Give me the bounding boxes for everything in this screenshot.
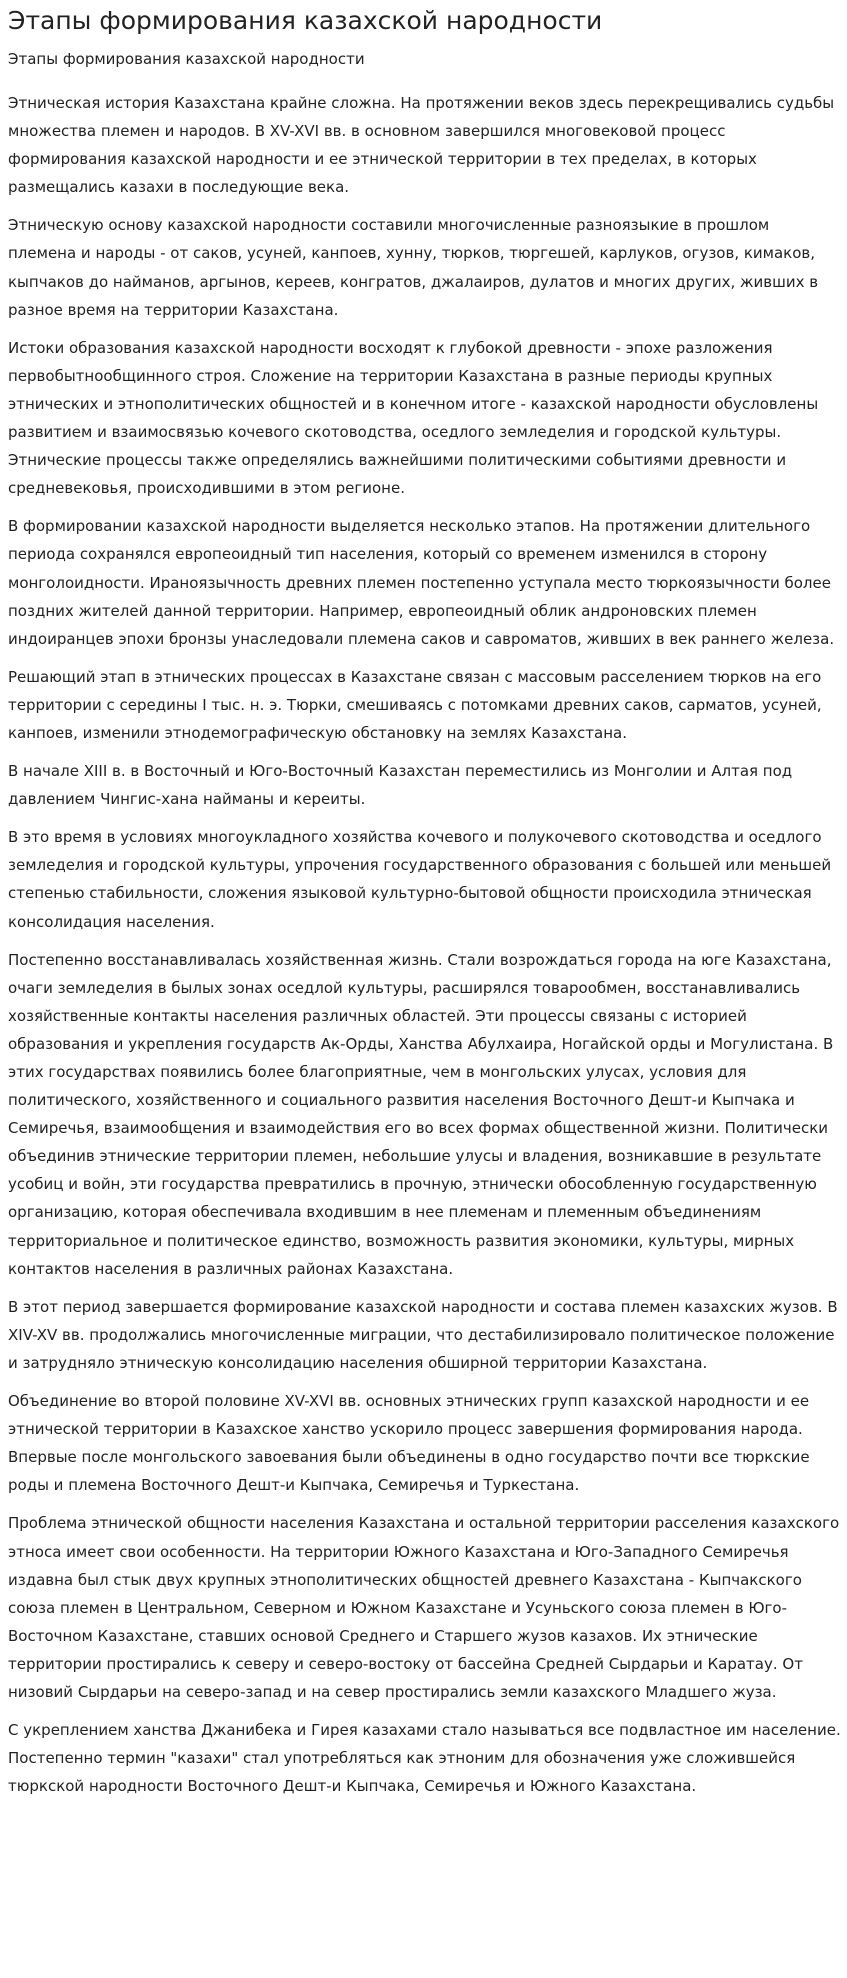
paragraph: С укреплением ханства Джанибека и Гирея казахами стало называться все подвластное им население. Постепенно термин "казахи" стал употребляться как этноним для обозначения уже сложившейся тюркской народности Восточного Дешт-и Кыпчака, Семиречья и Южного Казахстана. (8, 1721, 841, 1796)
paragraph: В этот период завершается формирование казахской народности и состава племен казахских жузов. В XIV-XV вв. продолжались многочисленные миграции, что дестабилизировало политическое положение и затрудняло этническую консолидацию населения обширной территории Казахстана. (8, 1297, 838, 1372)
paragraph: В это время в условиях многоукладного хозяйства кочевого и полукочевого скотоводства и оседлого земледелия и городской культуры, упрочения государственного образования с большей или меньшей степенью стабильности, сложения языковой культурно-бытовой общности происходила этническая консолидация населения. (8, 828, 832, 931)
article-subtitle: Этапы формирования казахской народности (8, 50, 365, 68)
paragraph: Этническую основу казахской народности составили многочисленные разноязыкие в прошлом племена и народы - от саков, усуней, канпоев, хунну, тюрков, тюргешей, карлуков, огузов, кимаков, кыпчаков до найманов, аргынов, кереев, конгратов, джалаиров, дулатов и многих других, живших в разное время на территории Казахстана. (8, 216, 819, 319)
page-title: Этапы формирования казахской народности (8, 6, 603, 35)
paragraph: Проблема этнической общности населения Казахстана и остальной территории расселения казахского этноса имеет свои особенности. На территории Южного Казахстана и Юго-Западного Семиречья издавна был стык двух крупных этнополитических общностей древнего Казахстана - Кыпчакского союза племен в Центральном, Северном и Южном Казахстане и Усуньского союза племен в Юго-Восточном Казахстане, ставших основой Среднего и Старшего жузов казахов. Их этнические территории простирались к северу и северо-востоку от бассейна Средней Сырдарьи и Каратау. От низовий Сырдарьи на северо-запад и на север простирались земли казахского Младшего жуза. (8, 1514, 840, 1701)
paragraph: В формировании казахской народности выделяется несколько этапов. На протяжении длительного периода сохранялся европеоидный тип населения, который со временем изменился в сторону монголоидности. Ираноязычность древних племен постепенно уступала место тюркоязычности более поздних жителей данной территории. Например, европеоидный облик андроновских племен индоиранцев эпохи бронзы унаследовали племена саков и савроматов, живших в век раннего железа. (8, 517, 835, 648)
paragraph: Решающий этап в этнических процессах в Казахстане связан с массовым расселением тюрков на его территории с середины I тыс. н. э. Тюрки, смешиваясь с потомками древних саков, сарматов, усуней, канпоев, изменили этнодемографическую обстановку на землях Казахстана. (8, 667, 822, 742)
paragraph: Истоки образования казахской народности восходят к глубокой древности - эпохе разложения первобытнообщинного строя. Сложение на территории Казахстана в разные периоды крупных этнических и этнополитических общностей и в конечном итоге - казахской народности обусловлены развитием и взаимосвязью кочевого скотоводства, оседлого земледелия и городской культуры. Этнические процессы также определялись важнейшими политическими событиями древности и средневековья, происходившими в этом регионе. (8, 338, 819, 498)
paragraph: В начале XIII в. в Восточный и Юго-Восточный Казахстан переместились из Монголии и Алтая под давлением Чингис-хана найманы и кереиты. (8, 762, 793, 809)
article (8, 6, 841, 1810)
paragraph: Этническая история Казахстана крайне сложна. На протяжении веков здесь перекрещивались судьбы множества племен и народов. В XV-XVI вв. в основном завершился многовековой процесс формирования казахской народности и ее этнической территории в тех пределах, в которых размещались казахи в последующие века. (8, 94, 835, 197)
paragraph: Постепенно восстанавливалась хозяйственная жизнь. Стали возрождаться города на юге Казахстана, очаги земледелия в былых зонах оседлой культуры, расширялся товарообмен, восстанавливались хозяйственные контакты населения различных областей. Эти процессы связаны с историей образования и укрепления государств Ак-Орды, Ханства Абулхаира, Ногайской орды и Могулистана. В этих государствах появились более благоприятные, чем в монгольских улусах, условия для политического, хозяйственного и социального развития населения Восточного Дешт-и Кыпчака и Семиречья, взаимообщения и взаимодействия его во всех формах общественной жизни. Политически объединив этнические территории племен, небольшие улусы и владения, возникавшие в результате усобиц и войн, эти государства превратились в прочную, этнически обособленную государственную организацию, которая обеспечивала входившим в нее племенам и племенным объединениям территориальное и политическое единство, возможность развития экономики, культуры, мирных контактов населения в различных районах Казахстана. (8, 950, 834, 1278)
paragraph: Объединение во второй половине XV-XVI вв. основных этнических групп казахской народности и ее этнической территории в Казахское ханство ускорило процесс завершения формирования народа. Впервые после монгольского завоевания были объединены в одно государство почти все тюркские роды и племена Восточного Дешт-и Кыпчака, Семиречья и Туркестана. (8, 1392, 810, 1495)
